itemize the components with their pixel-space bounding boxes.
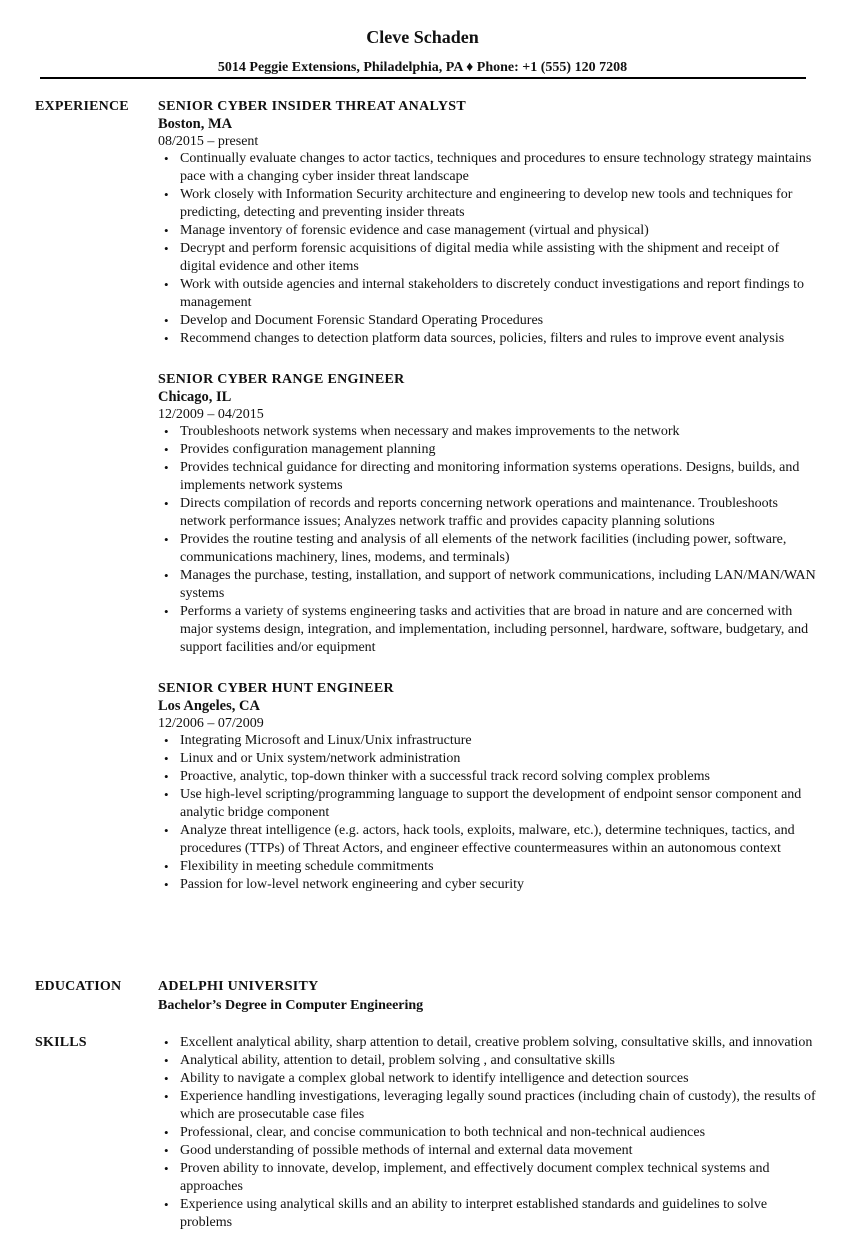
job-title: SENIOR CYBER RANGE ENGINEER [158,372,405,387]
job-bullet-list [158,150,818,348]
job-entry [158,680,818,894]
bullet-item: • Analyze threat intelligence (e.g. actors, hack tools, exploits, malware, etc.), determine techniques, tactics, and procedures (TTPs) of Threat Actors, and engineer effective countermeasures within an autonomous context [158,822,818,858]
bullet-item: • Flexibility in meeting schedule commitments [158,858,818,876]
job-bullet-list [158,423,818,657]
section-label-skills: SKILLS [35,1035,87,1050]
job-dates: 12/2006 – 07/2009 [158,716,264,731]
skills-section [158,1034,818,1232]
skill-item: • Proven ability to innovate, develop, implement, and effectively document complex technical systems and approaches [158,1160,818,1196]
job-location: Chicago, IL [158,389,232,405]
education-section [158,978,818,1016]
header-divider [40,77,806,79]
bullet-item: • Directs compilation of records and reports concerning network operations and maintenance. Troubleshoots network performance issues; Analyzes network traffic and provides capacity planning solutions [158,495,818,531]
bullet-item: • Provides technical guidance for directing and monitoring information systems operations. Designs, builds, and implements network systems [158,459,818,495]
bullet-item: • Continually evaluate changes to actor tactics, techniques and procedures to ensure technology strategy maintains pace with a changing cyber insider threat landscape [158,150,818,186]
job-title: SENIOR CYBER HUNT ENGINEER [158,681,394,696]
bullet-item: • Use high-level scripting/programming language to support the development of endpoint sensor component and analytic bridge component [158,786,818,822]
skills-list [158,1034,818,1232]
candidate-name: Cleve Schaden [366,27,479,47]
skill-item: • Ability to navigate a complex global network to identify intelligence and detection sources [158,1070,818,1088]
bullet-item: • Integrating Microsoft and Linux/Unix infrastructure [158,732,818,750]
job-location: Boston, MA [158,116,233,132]
contact-line: 5014 Peggie Extensions, Philadelphia, PA ♦ Phone: +1 (555) 120 7208 [217,60,628,75]
bullet-item: • Provides configuration management planning [158,441,818,459]
bullet-item: • Troubleshoots network systems when necessary and makes improvements to the network [158,423,818,441]
skill-item: • Experience handling investigations, leveraging legally sound practices (including chain of custody), the results of which are prosecutable case files [158,1088,818,1124]
skill-item: • Analytical ability, attention to detail, problem solving , and consultative skills [158,1052,818,1070]
job-entry [158,98,818,348]
experience-section [158,98,818,917]
skill-item: • Good understanding of possible methods of internal and external data movement [158,1142,818,1160]
bullet-item: • Performs a variety of systems engineering tasks and activities that are broad in nature and are concerned with major systems design, integration, and implementation, including personnel, hardware, software, budgetary, and support facilities and/or equipment [158,603,818,657]
bullet-item: • Work closely with Information Security architecture and engineering to develop new tools and techniques for predicting, detecting and preventing insider threats [158,186,818,222]
bullet-item: • Provides the routine testing and analysis of all elements of the network facilities (including power, software, communications machinery, lines, modems, and terminals) [158,531,818,567]
skill-item: • Excellent analytical ability, sharp attention to detail, creative problem solving, consultative skills, and innovation [158,1034,818,1052]
job-location: Los Angeles, CA [158,698,260,714]
job-title: SENIOR CYBER INSIDER THREAT ANALYST [158,99,466,114]
bullet-item: • Develop and Document Forensic Standard Operating Procedures [158,312,818,330]
bullet-item: • Recommend changes to detection platform data sources, policies, filters and rules to improve event analysis [158,330,818,348]
skill-item: • Experience using analytical skills and an ability to interpret established standards and guidelines to solve problems [158,1196,818,1232]
bullet-item: • Manage inventory of forensic evidence and case management (virtual and physical) [158,222,818,240]
bullet-item: • Decrypt and perform forensic acquisitions of digital media while assisting with the shipment and receipt of digital evidence and other items [158,240,818,276]
job-dates: 12/2009 – 04/2015 [158,407,264,422]
skill-item: • Professional, clear, and concise communication to both technical and non-technical audiences [158,1124,818,1142]
section-label-experience: EXPERIENCE [35,99,129,114]
job-bullet-list [158,732,818,894]
bullet-item: • Proactive, analytic, top-down thinker with a successful track record solving complex problems [158,768,818,786]
education-school: ADELPHI UNIVERSITY [158,979,319,994]
job-entry [158,371,818,657]
bullet-item: • Passion for low-level network engineering and cyber security [158,876,818,894]
bullet-item: • Linux and or Unix system/network administration [158,750,818,768]
section-label-education: EDUCATION [35,979,122,994]
bullet-item: • Work with outside agencies and internal stakeholders to discretely conduct investigations and report findings to management [158,276,818,312]
job-dates: 08/2015 – present [158,134,259,149]
education-degree: Bachelor’s Degree in Computer Engineering [158,998,424,1013]
bullet-item: • Manages the purchase, testing, installation, and support of network communications, including LAN/MAN/WAN systems [158,567,818,603]
